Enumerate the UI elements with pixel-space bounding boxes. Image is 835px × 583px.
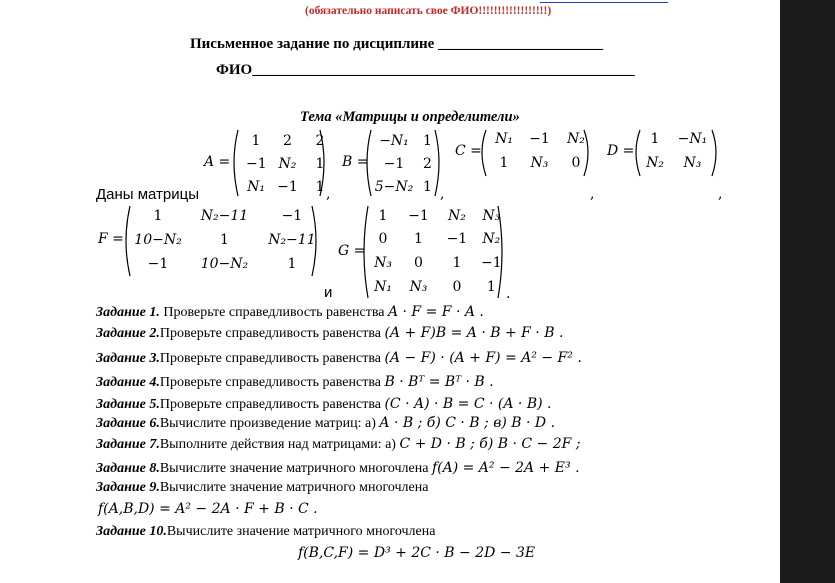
task-9-formula: f(A,B,D) = A² − 2A · F + B · C . xyxy=(98,501,318,517)
matrix-f-label: F = xyxy=(98,231,124,247)
task-1: Задание 1. Проверьте справедливость равенства A · F = F · A . xyxy=(96,304,484,320)
discipline-line: Письменное задание по дисциплине ______________________ xyxy=(190,36,604,52)
matrix-g-row4: N₁ N₃ 0 1 xyxy=(374,279,496,295)
task-5: Задание 5.Проверьте справедливость равенства (C · A) · B = C · (A · B) . xyxy=(96,396,552,412)
matrix-g-row2: 0 1 −1 N₂ xyxy=(378,231,501,247)
matrix-b-row1: −N₁ 1 xyxy=(379,133,432,149)
task-8: Задание 8.Вычислите значение матричного многочлена f(A) = A² − 2A + E³ . xyxy=(96,460,580,476)
and-word: и xyxy=(324,284,333,301)
matrix-a-row3: N₁ −1 1 xyxy=(247,179,325,195)
matrix-c-row2: 1 N₃ 0 xyxy=(499,155,581,171)
matrix-d-row2: N₂ N₃ xyxy=(646,155,702,171)
task-10-formula: f(B,C,F) = D³ + 2C · B − 2D − 3E xyxy=(298,545,536,561)
task-2: Задание 2.Проверьте справедливость равенства (A + F)B = A · B + F · B . xyxy=(96,325,564,341)
task-4: Задание 4.Проверьте справедливость равенства B · Bᵀ = Bᵀ · B . xyxy=(96,374,494,390)
task-10: Задание 10.Вычислите значение матричного многочлена xyxy=(96,524,436,539)
document-page: (обязательно написать свое ФИО!!!!!!!!!!!!!!!!!!) Письменное задание по дисциплине ______________________ ФИО___________________________________________________ Тема «Матрицы и определители» A = 1 2 2 −1 N₂ 1 N₁ −1 1 , B = −N₁ 1 −1 2 5−N₂ 1 , C = N₁ −1 N₂ 1 N₃ 0 , D = 1 −N₁ N₂ N₃ , Даны матрицы F = 1 N₂−11 −1 10−N₂ 1 N₂−11 −1 10−N₂ 1 и G = 1 −1 N₂ N₃ 0 1 −1 N₂ N₃ 0 1 −1 N₁ N₃ 0 1 . Задание 1. Проверьте справедливость равенства A · F = F · A . Задание 2.Проверьте справедливость равенства (A + F)B = A · B + F · B . Задание 3.Проверьте справедливость равенства (A − F) · (A + F) = A² − F² . Задание 4.Проверьте справедливость равенства B · Bᵀ = Bᵀ · B . Задание 5.Проверьте справедливость равенства (C · A) · B = C · (A · B) . Задание 6.Вычислите произведение матриц: а) A · B ; б) C · B ; в) B · D . Задание 7.Выполните действия над матрицами: а) C + D · B ; б) B · C − 2F ; Задание 8.Вычислите значение матричного многочлена f(A) = A² − 2A + E³ . Задание 9.Вычислите значение матричного многочлена f(A,B,D) = A² − 2A · F + B · C . Задание 10.Вычислите значение матричного многочлена f(B,C,F) = D³ + 2C · B − 2D − 3E xyxy=(0,0,780,583)
red-note: (обязательно написать свое ФИО!!!!!!!!!!!!!!!!!!) xyxy=(305,5,552,17)
fio-line: ФИО___________________________________________________ xyxy=(216,62,635,78)
matrix-d-label: D = xyxy=(607,143,635,159)
matrix-g-row3: N₃ 0 1 −1 xyxy=(374,255,502,271)
matrix-a-label: A = xyxy=(204,154,231,170)
given-label: Даны матрицы xyxy=(96,186,200,203)
matrix-b-row3: 5−N₂ 1 xyxy=(374,179,432,195)
matrix-d-row1: 1 −N₁ xyxy=(650,131,708,147)
matrix-c-row1: N₁ −1 N₂ xyxy=(495,131,585,147)
task-9: Задание 9.Вычислите значение матричного многочлена xyxy=(96,480,429,495)
viewer-background-right xyxy=(780,0,835,583)
matrix-a-row2: −1 N₂ 1 xyxy=(246,156,325,172)
matrix-b-row2: −1 2 xyxy=(383,156,432,172)
matrix-a-row1: 1 2 2 xyxy=(251,133,325,149)
matrix-f-row3: −1 10−N₂ 1 xyxy=(147,256,297,272)
task-7: Задание 7.Выполните действия над матрицами: а) C + D · B ; б) B · C − 2F ; xyxy=(96,436,581,452)
matrix-g-label: G = xyxy=(338,243,366,259)
matrix-c-label: C = xyxy=(455,143,482,159)
matrix-f-row2: 10−N₂ 1 N₂−11 xyxy=(134,232,316,248)
task-3: Задание 3.Проверьте справедливость равенства (A − F) · (A + F) = A² − F² . xyxy=(96,350,582,366)
task-6: Задание 6.Вычислите произведение матриц: а) A · B ; б) C · B ; в) B · D . xyxy=(96,415,556,431)
matrix-f-row1: 1 N₂−11 −1 xyxy=(153,208,303,224)
matrix-b-label: B = xyxy=(342,154,369,170)
matrix-g-row1: 1 −1 N₂ N₃ xyxy=(378,208,501,224)
topic-title: Тема «Матрицы и определители» xyxy=(300,109,520,125)
